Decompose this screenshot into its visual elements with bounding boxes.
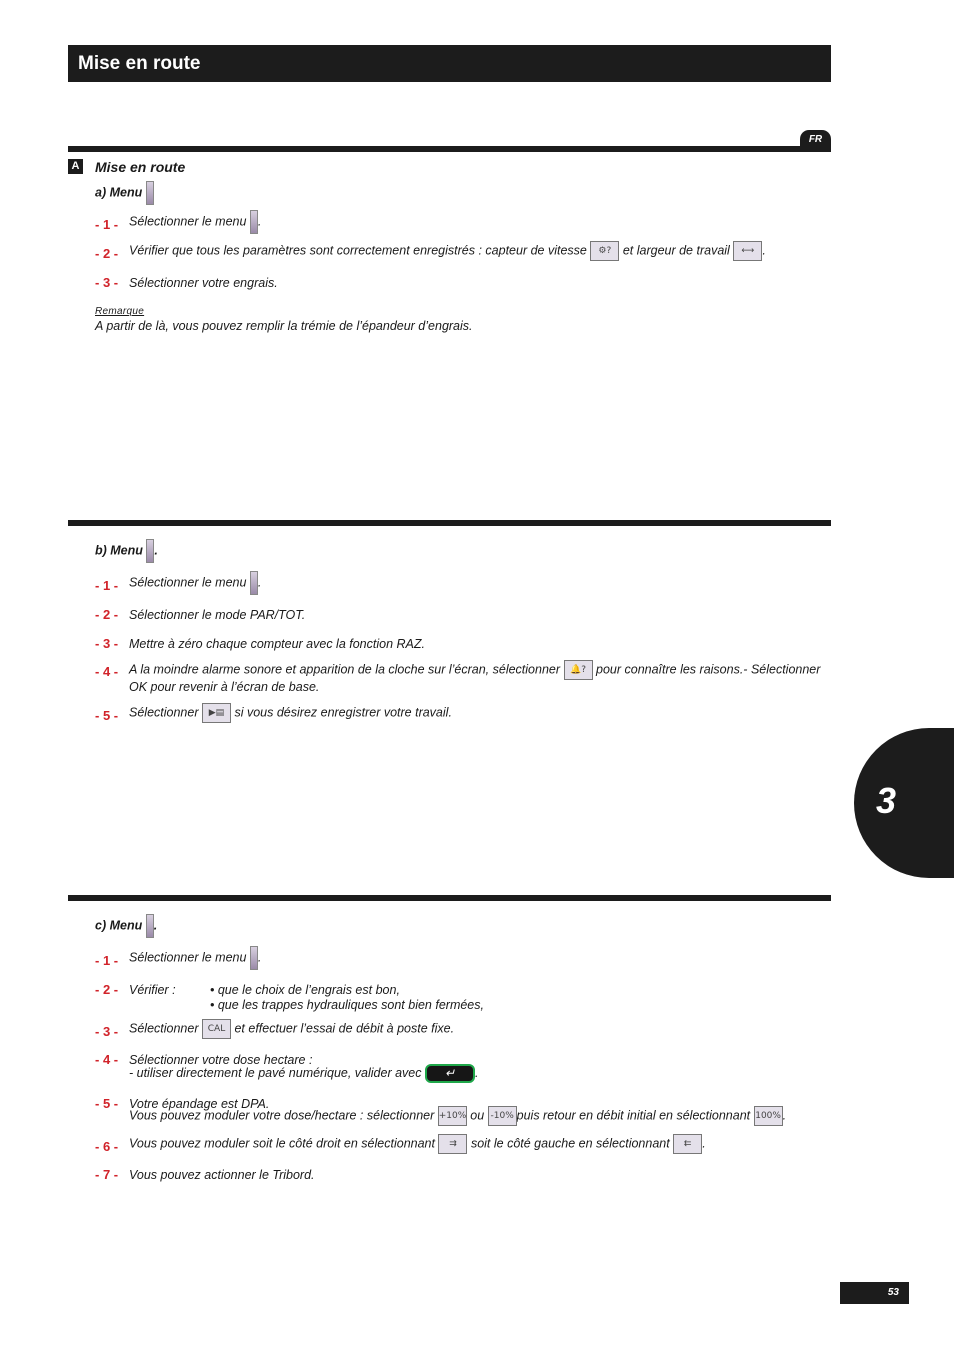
section-divider <box>68 146 831 152</box>
step-text: Votre épandage est DPA. <box>129 1097 270 1111</box>
speed-sensor-icon: ⚙? <box>590 241 619 261</box>
step-number: - 3 - <box>95 1024 119 1039</box>
step-text: Vous pouvez actionner le Tribord. <box>129 1168 315 1182</box>
alarm-bell-icon: 🔔? <box>564 660 593 680</box>
menu-a-heading <box>95 181 154 205</box>
step-text-main: A la moindre alarme sonore et apparition de la cloche sur l’écran, sélectionner <box>129 662 561 677</box>
step-text-line2 <box>129 1106 786 1126</box>
step-text <box>129 946 261 970</box>
step-number: - 5 - <box>95 708 119 723</box>
menu-icon <box>250 571 258 595</box>
step-number: - 2 - <box>95 982 119 997</box>
menu-c-heading <box>95 914 157 938</box>
step-text-after: . <box>762 243 766 258</box>
remark-text: A partir de là, vous pouvez remplir la trémie de l’épandeur d’engrais. <box>95 319 473 333</box>
menu-b-heading-text: b) Menu <box>95 543 143 558</box>
step-number: - 1 - <box>95 217 119 232</box>
enter-icon: ↵ <box>425 1064 475 1083</box>
step-text-main: Sélectionner le menu <box>129 214 247 229</box>
step-text-after: . <box>702 1136 706 1151</box>
chapter-number: 3 <box>876 780 897 821</box>
step-text-mid: pour connaître les raisons.- Sélectionner <box>596 662 821 677</box>
step-text-main: Sélectionner le menu <box>129 950 247 965</box>
step-text-main: Vous pouvez moduler soit le côté droit en sélectionnant <box>129 1136 435 1151</box>
step-number: - 3 - <box>95 636 119 651</box>
check-bullet: • que les trappes hydrauliques sont bien fermées, <box>210 998 484 1012</box>
remark-label: Remarque <box>95 306 145 317</box>
step-text: Sélectionner votre dose hectare : <box>129 1053 313 1067</box>
step-text-mid: puis retour en débit initial en sélectionnant <box>516 1108 751 1123</box>
step-number: - 2 - <box>95 246 119 261</box>
minus-10-percent-icon <box>488 1106 517 1126</box>
step-text <box>129 703 452 723</box>
header-bar <box>68 45 831 82</box>
step-text-after: . <box>257 950 262 965</box>
left-side-icon: ⇇ <box>673 1134 702 1154</box>
menu-b-icon <box>146 539 154 563</box>
step-number: - 5 - <box>95 1096 119 1111</box>
heading-after: . <box>153 918 158 933</box>
step-text <box>129 1019 454 1039</box>
chapter-tab <box>854 728 954 878</box>
step-text-after: . <box>782 1108 787 1123</box>
step-text-main: Vous pouvez moduler votre dose/hectare : sélectionner <box>129 1108 435 1123</box>
step-text-line2: OK pour revenir à l’écran de base. <box>129 680 320 694</box>
reset-100-percent-icon <box>754 1106 783 1126</box>
step-text: Vérifier : <box>129 983 176 997</box>
menu-c-icon <box>146 914 154 938</box>
step-text-after: . <box>257 214 262 229</box>
save-work-icon: ▶▤ <box>202 703 231 723</box>
menu-icon <box>250 946 258 970</box>
step-text <box>129 241 766 261</box>
menu-c-heading-text: c) Menu <box>95 918 143 933</box>
step-text: Sélectionner le mode PAR/TOT. <box>129 608 306 622</box>
step-number: - 4 - <box>95 1052 119 1067</box>
step-text <box>129 660 820 680</box>
section-letter-badge: A <box>68 159 83 174</box>
menu-a-heading-text: a) Menu <box>95 185 143 200</box>
step-text <box>129 571 261 595</box>
cal-icon-label: CAL <box>207 1024 226 1034</box>
step-number: - 1 - <box>95 953 119 968</box>
step-text-mid: et effectuer l’essai de débit à poste fixe. <box>234 1021 455 1036</box>
step-text: Sélectionner votre engrais. <box>129 276 278 290</box>
right-side-icon: ⇉ <box>438 1134 467 1154</box>
plus-10-label: +10% <box>438 1111 467 1121</box>
menu-icon <box>250 210 258 234</box>
menu-b-heading <box>95 539 158 563</box>
step-text-main: Vérifier que tous les paramètres sont correctement enregistrés : capteur de vitesse <box>129 243 587 258</box>
step-number: - 7 - <box>95 1167 119 1182</box>
pct-100-label: 100% <box>755 1111 781 1121</box>
plus-10-percent-icon <box>438 1106 467 1126</box>
check-bullet: • que le choix de l’engrais est bon, <box>210 983 400 997</box>
step-text-main: Sélectionner <box>129 1021 199 1036</box>
cal-icon <box>202 1019 231 1039</box>
section-title: Mise en route <box>95 159 186 175</box>
step-text: Mettre à zéro chaque compteur avec la fonction RAZ. <box>129 637 425 651</box>
page-title: Mise en route <box>78 53 201 74</box>
step-text-line2 <box>129 1064 478 1083</box>
step-text-main: - utiliser directement le pavé numérique, valider avec <box>129 1065 422 1080</box>
step-number: - 2 - <box>95 607 119 622</box>
step-text-or: ou <box>470 1108 485 1123</box>
step-text-mid: et largeur de travail <box>622 243 730 258</box>
menu-a-icon <box>146 181 154 205</box>
step-text <box>129 1134 706 1154</box>
step-text-after: . <box>257 575 262 590</box>
heading-after: . <box>154 543 158 558</box>
section-divider <box>68 895 831 901</box>
step-number: - 6 - <box>95 1139 119 1154</box>
step-text <box>129 210 261 234</box>
language-tab: FR <box>800 130 831 150</box>
working-width-icon: ⟷ <box>733 241 762 261</box>
step-text-mid: si vous désirez enregistrer votre travail. <box>234 705 452 720</box>
step-number: - 4 - <box>95 664 119 679</box>
minus-10-label: -10% <box>490 1111 514 1121</box>
step-text-main: Sélectionner <box>129 705 199 720</box>
page-number: 53 <box>840 1282 909 1304</box>
section-divider <box>68 520 831 526</box>
step-number: - 1 - <box>95 578 119 593</box>
step-text-mid: soit le côté gauche en sélectionnant <box>470 1136 670 1151</box>
step-text-main: Sélectionner le menu <box>129 575 247 590</box>
step-number: - 3 - <box>95 275 119 290</box>
step-text-after: . <box>474 1065 479 1080</box>
